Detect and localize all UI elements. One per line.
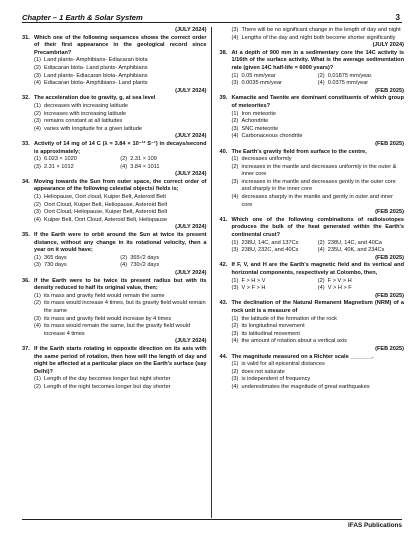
option-label: (4)	[231, 338, 239, 345]
option-label: (2)	[317, 239, 325, 246]
option-list	[22, 57, 207, 87]
option-label: (1)	[34, 57, 41, 64]
option-text: 238U, 14C, and 40Ca	[327, 239, 382, 246]
option-text: its mass would increase 4 times, but its gravity field would remain the same	[44, 300, 206, 314]
option-label: (4)	[34, 216, 41, 223]
page-footer	[22, 519, 402, 534]
option-text: Oort Cloud, Heliopause, Kuiper Belt, Asteroid Belt	[44, 209, 168, 216]
option-row	[220, 126, 405, 134]
question-number: 39.	[219, 95, 228, 102]
question-stem	[220, 95, 405, 110]
question-stem	[22, 141, 207, 156]
question-number: 33.	[22, 140, 30, 147]
option-text: decreases with increasing latitude	[44, 102, 128, 109]
option-label: (3)	[34, 118, 41, 125]
option-text: its mass and gravity field would remain the same	[44, 292, 165, 299]
exam-session-tag: (JULY 2024)	[175, 133, 207, 140]
exam-session-tag: (JULY 2024)	[175, 27, 207, 33]
question-block	[22, 232, 207, 270]
question-text: Activity of 14 mg of 14 C (λ = 3.84 × 10⁻¹² S⁻¹) in decays/second is approximately;	[34, 140, 207, 155]
option-label: (2)	[34, 383, 41, 390]
question-number: 36.	[22, 277, 30, 284]
option-label: (2)	[120, 254, 128, 261]
option-text: Length of the day becomes longer but night shorter	[44, 376, 171, 383]
option-label: (1)	[231, 315, 239, 322]
option-text: 235U, 40K, and 234Cs	[327, 247, 385, 254]
option-text: Ediacaran biota- Land plants- Amphibians	[44, 64, 148, 71]
question-number: 44.	[219, 353, 228, 360]
question-number: 32.	[22, 95, 30, 102]
option-text: varies with longitude for a given latitude	[44, 125, 142, 132]
option-row	[220, 164, 405, 179]
option-grid	[22, 255, 207, 270]
option-label: (4)	[317, 247, 325, 254]
option-text: Length of the night becomes longer but day shorter	[44, 383, 171, 390]
option-label: (3)	[34, 163, 41, 170]
option-text: Iron meteorite	[241, 110, 277, 117]
question-stem	[22, 95, 207, 103]
option-row	[220, 156, 405, 164]
option-row	[22, 209, 207, 217]
option-text: Oort Cloud, Kuiper Belt, Heliopause, Asteroid Belt	[44, 201, 168, 208]
option-text: 2.31 × 1012	[44, 163, 74, 170]
option-row	[318, 240, 404, 248]
option-row	[22, 65, 207, 73]
question-text: The magnitude measured on a Richter scale _______.	[231, 353, 374, 360]
option-row	[220, 361, 405, 369]
option-text: V > F > H	[241, 285, 266, 292]
option-row	[220, 384, 405, 392]
exam-session-tag: (FEB 2025)	[375, 254, 404, 261]
option-label: (2)	[317, 72, 325, 79]
option-text: Carbonaceous chondrite	[241, 133, 303, 140]
question-stem	[220, 50, 405, 73]
question-text: If the Earth starts rotating in opposite direction on its axis with the same period of rotation, then how will the length of day and night be affected at a particular place on the Earth's surface (say Delhi)?	[34, 345, 207, 375]
exam-session-tag: (FEB 2025)	[375, 345, 404, 352]
option-row	[120, 164, 206, 172]
question-block	[22, 179, 207, 225]
option-row	[220, 369, 405, 377]
question-block	[22, 346, 207, 392]
option-row	[22, 376, 207, 384]
option-label: (1)	[34, 254, 41, 261]
option-label: (2)	[231, 118, 239, 125]
question-stem	[220, 217, 405, 240]
option-text: Lengths of the day and night both become shorter significantly	[241, 34, 396, 41]
option-text: 730 days	[44, 262, 67, 269]
option-label: (1)	[231, 156, 239, 163]
option-text: 0.05 mm/year	[241, 72, 276, 79]
option-row	[318, 285, 404, 293]
option-row	[34, 262, 120, 270]
option-text: F > H > V	[241, 277, 266, 284]
option-row	[220, 316, 405, 324]
option-row	[34, 255, 120, 263]
option-row	[318, 278, 404, 286]
option-label: (1)	[34, 292, 41, 299]
option-text: underestimates the magnitude of great earthquakes	[241, 383, 370, 390]
question-stem	[220, 262, 405, 277]
option-label: (3)	[34, 209, 41, 216]
option-text: decreases uniformly	[241, 156, 292, 163]
option-label: (4)	[231, 383, 239, 390]
exam-session-tag: (JULY 2024)	[175, 270, 207, 276]
question-stem	[22, 278, 207, 293]
question-columns	[22, 27, 404, 518]
question-number: 40.	[219, 148, 228, 155]
question-number: 34.	[22, 178, 30, 185]
question-number: 41.	[219, 216, 228, 223]
question-block	[220, 217, 405, 255]
option-row	[318, 80, 404, 88]
option-label: (1)	[231, 110, 239, 117]
option-label: (2)	[231, 163, 239, 170]
option-text: 0.01875 mm/year.	[327, 72, 373, 79]
option-row	[22, 80, 207, 88]
option-text: 365 days	[44, 254, 67, 261]
question-text: Moving towards the Sun from outer space, the correct order of appearance of the following celestial objects/ fields is;	[34, 178, 207, 193]
option-grid	[220, 278, 405, 293]
option-row	[22, 111, 207, 119]
option-label: (2)	[231, 323, 239, 330]
option-label: (4)	[34, 323, 41, 330]
option-list	[22, 194, 207, 224]
page-number: 3	[395, 13, 400, 22]
option-text: its mass and gravity field would increase by 4 times	[44, 315, 172, 322]
option-text: its mass would remain the same, but the gravity field would increase 4 times	[44, 323, 191, 337]
publisher-name: IFAS Publications	[348, 522, 402, 529]
option-label: (1)	[231, 277, 239, 284]
option-label: (1)	[34, 156, 41, 163]
question-number: 38.	[219, 49, 228, 56]
option-text: 238U, 14C, and 137Cs	[241, 239, 299, 246]
question-text: Kamacite and Taenite are dominant constituents of which group of meteorites?	[231, 95, 404, 109]
option-label: (3)	[231, 376, 239, 383]
option-label: (1)	[34, 102, 41, 109]
option-text: Kuiper Belt, Oort Cloud, Asteroid Belt, Heliopause	[44, 216, 168, 223]
option-label: (2)	[231, 368, 239, 375]
option-text: There will be no significant change in the length of day and night	[241, 27, 401, 33]
option-text: 238U, 232C, and 40Cs	[241, 247, 299, 254]
option-text: Heliopause, Oort cloud, Kuiper Belt, Asteroid Belt	[44, 194, 166, 201]
option-label: (1)	[34, 376, 41, 383]
option-label: (3)	[231, 80, 239, 87]
exam-session-tag: (JULY 2024)	[175, 87, 207, 94]
option-label: (2)	[34, 64, 41, 71]
question-text: Which one of the following sequences shows the correct order of their first appearance in the geological record since Precambrian?	[34, 34, 207, 56]
option-label: (2)	[317, 277, 325, 284]
option-label: (4)	[231, 133, 239, 140]
question-text: The declination of the Natural Remanent Magnetism (NRM) of a rock unit is a measure of	[231, 300, 404, 314]
option-label: (3)	[231, 285, 239, 292]
option-text: Land plants- Ediacaran biota- Amphibians	[44, 72, 148, 79]
option-text: F > V > H	[327, 277, 352, 284]
option-row	[318, 73, 404, 81]
option-text: increases in the mantle and decreases gently in the outer core and sharply in the inner core	[241, 178, 396, 193]
option-label: (1)	[231, 239, 239, 246]
option-row	[22, 194, 207, 202]
question-stem	[22, 35, 207, 58]
right-column	[218, 27, 405, 518]
option-label: (1)	[231, 72, 239, 79]
option-text: 0.0035 mm/year	[241, 80, 282, 87]
option-label: (1)	[231, 361, 239, 368]
question-block	[220, 149, 405, 210]
option-list	[220, 361, 405, 391]
option-grid	[220, 240, 405, 255]
option-label: (3)	[231, 330, 239, 337]
question-stem	[220, 300, 405, 315]
option-row	[220, 194, 405, 209]
option-row	[220, 111, 405, 119]
option-row	[22, 316, 207, 324]
question-text: If the Earth were to orbit around the Sun at twice its present distance, without any change in its rotational velocity, then a year on it would have;	[34, 232, 207, 254]
option-label: (4)	[120, 262, 128, 269]
option-list	[220, 316, 405, 346]
option-row	[232, 240, 318, 248]
option-row	[34, 156, 120, 164]
question-text: Which one of the following combinations of radioisotopes produces the bulk of the heat generated within the Earth's continental crust?	[231, 216, 404, 239]
option-label: (4)	[120, 163, 128, 170]
question-stem	[22, 179, 207, 194]
question-block	[22, 141, 207, 171]
option-text: Land plants- Amphibians- Ediacaran biota	[44, 57, 148, 64]
question-number: 43.	[219, 300, 228, 307]
question-block	[220, 354, 405, 392]
option-label: (3)	[231, 247, 239, 254]
option-row	[220, 133, 405, 141]
option-text: its longitudinal movement	[241, 323, 305, 330]
option-row	[232, 247, 318, 255]
option-row	[220, 118, 405, 126]
question-block	[220, 262, 405, 292]
option-text: remains constant at all latitudes	[44, 118, 123, 125]
page-header	[22, 6, 402, 23]
option-row	[220, 323, 405, 331]
option-text: 3.84 × 1011	[130, 163, 160, 170]
option-text: increases with increasing latitude	[44, 110, 127, 117]
option-text: 365√2 days	[130, 254, 160, 261]
question-stem	[22, 232, 207, 255]
option-list	[220, 111, 405, 141]
option-row	[220, 27, 405, 35]
option-row	[318, 247, 404, 255]
option-list	[220, 156, 405, 209]
exam-session-tag: (FEB 2025)	[375, 209, 404, 216]
option-label: (3)	[34, 315, 41, 322]
question-text: If the Earth were to be twice its present radius but with its density reduced to half its original value, then;	[34, 277, 207, 292]
option-text: 2.31 × 109	[130, 156, 157, 163]
question-stem	[22, 346, 207, 376]
option-row	[22, 126, 207, 134]
option-row	[220, 331, 405, 339]
option-grid	[22, 156, 207, 171]
option-label: (2)	[34, 300, 41, 307]
option-row	[22, 202, 207, 210]
option-grid	[220, 73, 405, 88]
option-row	[22, 323, 207, 338]
question-text: The Earth's gravity field from surface to the centre,	[231, 148, 367, 155]
option-row	[22, 384, 207, 392]
question-continuation	[220, 27, 405, 42]
option-text: the amount of rotation about a vertical axis	[241, 338, 347, 345]
option-text: is valid for all epicentral distances	[241, 361, 325, 368]
question-block	[22, 95, 207, 133]
option-row	[22, 118, 207, 126]
option-label: (2)	[34, 201, 41, 208]
option-label: (2)	[34, 110, 41, 117]
chapter-title: Chapter – 1 Earth & Solar System	[22, 13, 143, 22]
option-label: (3)	[34, 262, 41, 269]
option-text: 0.0375 mm/year	[327, 80, 369, 87]
question-number: 42.	[219, 262, 228, 269]
question-text: At a depth of 900 mm in a sedimentary core the 14C activity is 1/16th of the surface activity. What is the average sedimentation rate (given 14C half-life = 6000 years)?	[231, 49, 404, 71]
option-row	[220, 179, 405, 194]
option-text: does not saturate	[241, 368, 285, 375]
option-list	[22, 293, 207, 339]
option-text: Ediacaran biota- Amphibians- Land plants	[44, 80, 148, 87]
option-text: the latitude of the formation of the rock	[241, 315, 337, 322]
exam-session-tag: (JULY 2024)	[372, 42, 404, 49]
question-stem	[220, 149, 405, 157]
option-label: (4)	[34, 80, 41, 87]
option-row	[120, 156, 206, 164]
question-number: 31.	[22, 34, 30, 41]
option-row	[22, 73, 207, 81]
option-row	[22, 217, 207, 225]
option-row	[120, 262, 206, 270]
option-row	[232, 278, 318, 286]
option-text: increases in the mantle and decreases uniformly in the outer & inner core	[241, 163, 397, 178]
question-block	[220, 95, 405, 141]
option-text: SNC meteorite	[241, 125, 279, 132]
question-number: 35.	[22, 232, 30, 239]
question-block	[22, 35, 207, 88]
question-stem	[220, 354, 405, 362]
option-text: its latitudinal movement	[241, 330, 300, 337]
exam-session-tag: (FEB 2025)	[375, 140, 404, 147]
option-label: (3)	[231, 125, 239, 132]
question-text: If F, V, and H are the Earth's magnetic field and its vertical and horizontal components, respectively at Colombo, then,	[231, 262, 404, 276]
option-label: (4)	[231, 194, 239, 201]
question-block	[220, 300, 405, 346]
option-text: decreases sharply in the mantle and gently in outer and inner core	[241, 194, 393, 208]
option-text: 6.023 × 1020	[44, 156, 77, 163]
question-block	[220, 50, 405, 88]
question-block	[22, 278, 207, 339]
option-row	[232, 80, 318, 88]
option-row	[22, 300, 207, 315]
exam-session-tag: (JULY 2024)	[175, 224, 207, 231]
exam-session-tag: (JULY 2024)	[175, 171, 207, 178]
left-column	[22, 27, 212, 518]
option-list	[22, 376, 207, 391]
option-text: V > H > F	[327, 285, 352, 292]
option-label: (3)	[231, 27, 239, 33]
option-row	[220, 376, 405, 384]
option-row	[22, 57, 207, 65]
option-label: (2)	[120, 156, 128, 163]
exam-session-tag: (JULY 2024)	[175, 338, 207, 345]
option-label: (4)	[34, 125, 41, 132]
exam-session-tag: (FEB 2025)	[375, 292, 404, 299]
option-text: 730√2 days	[130, 262, 160, 269]
option-text: is independent of frequency	[241, 376, 311, 383]
option-label: (1)	[34, 194, 41, 201]
question-text: The acceleration due to gravity, g, at sea level	[34, 95, 156, 102]
option-label: (3)	[231, 178, 239, 185]
option-label: (3)	[34, 72, 41, 79]
option-label: (4)	[317, 80, 325, 87]
option-label: (4)	[317, 285, 325, 292]
option-row	[220, 338, 405, 346]
option-row	[232, 73, 318, 81]
option-row	[232, 285, 318, 293]
option-row	[22, 103, 207, 111]
option-row	[220, 35, 405, 43]
option-text: Achondrite	[241, 118, 269, 125]
option-list	[22, 103, 207, 133]
option-label: (4)	[231, 34, 239, 41]
question-number: 37.	[22, 345, 30, 352]
option-row	[34, 164, 120, 172]
option-row	[22, 293, 207, 301]
exam-session-tag: (FEB 2025)	[375, 87, 404, 94]
